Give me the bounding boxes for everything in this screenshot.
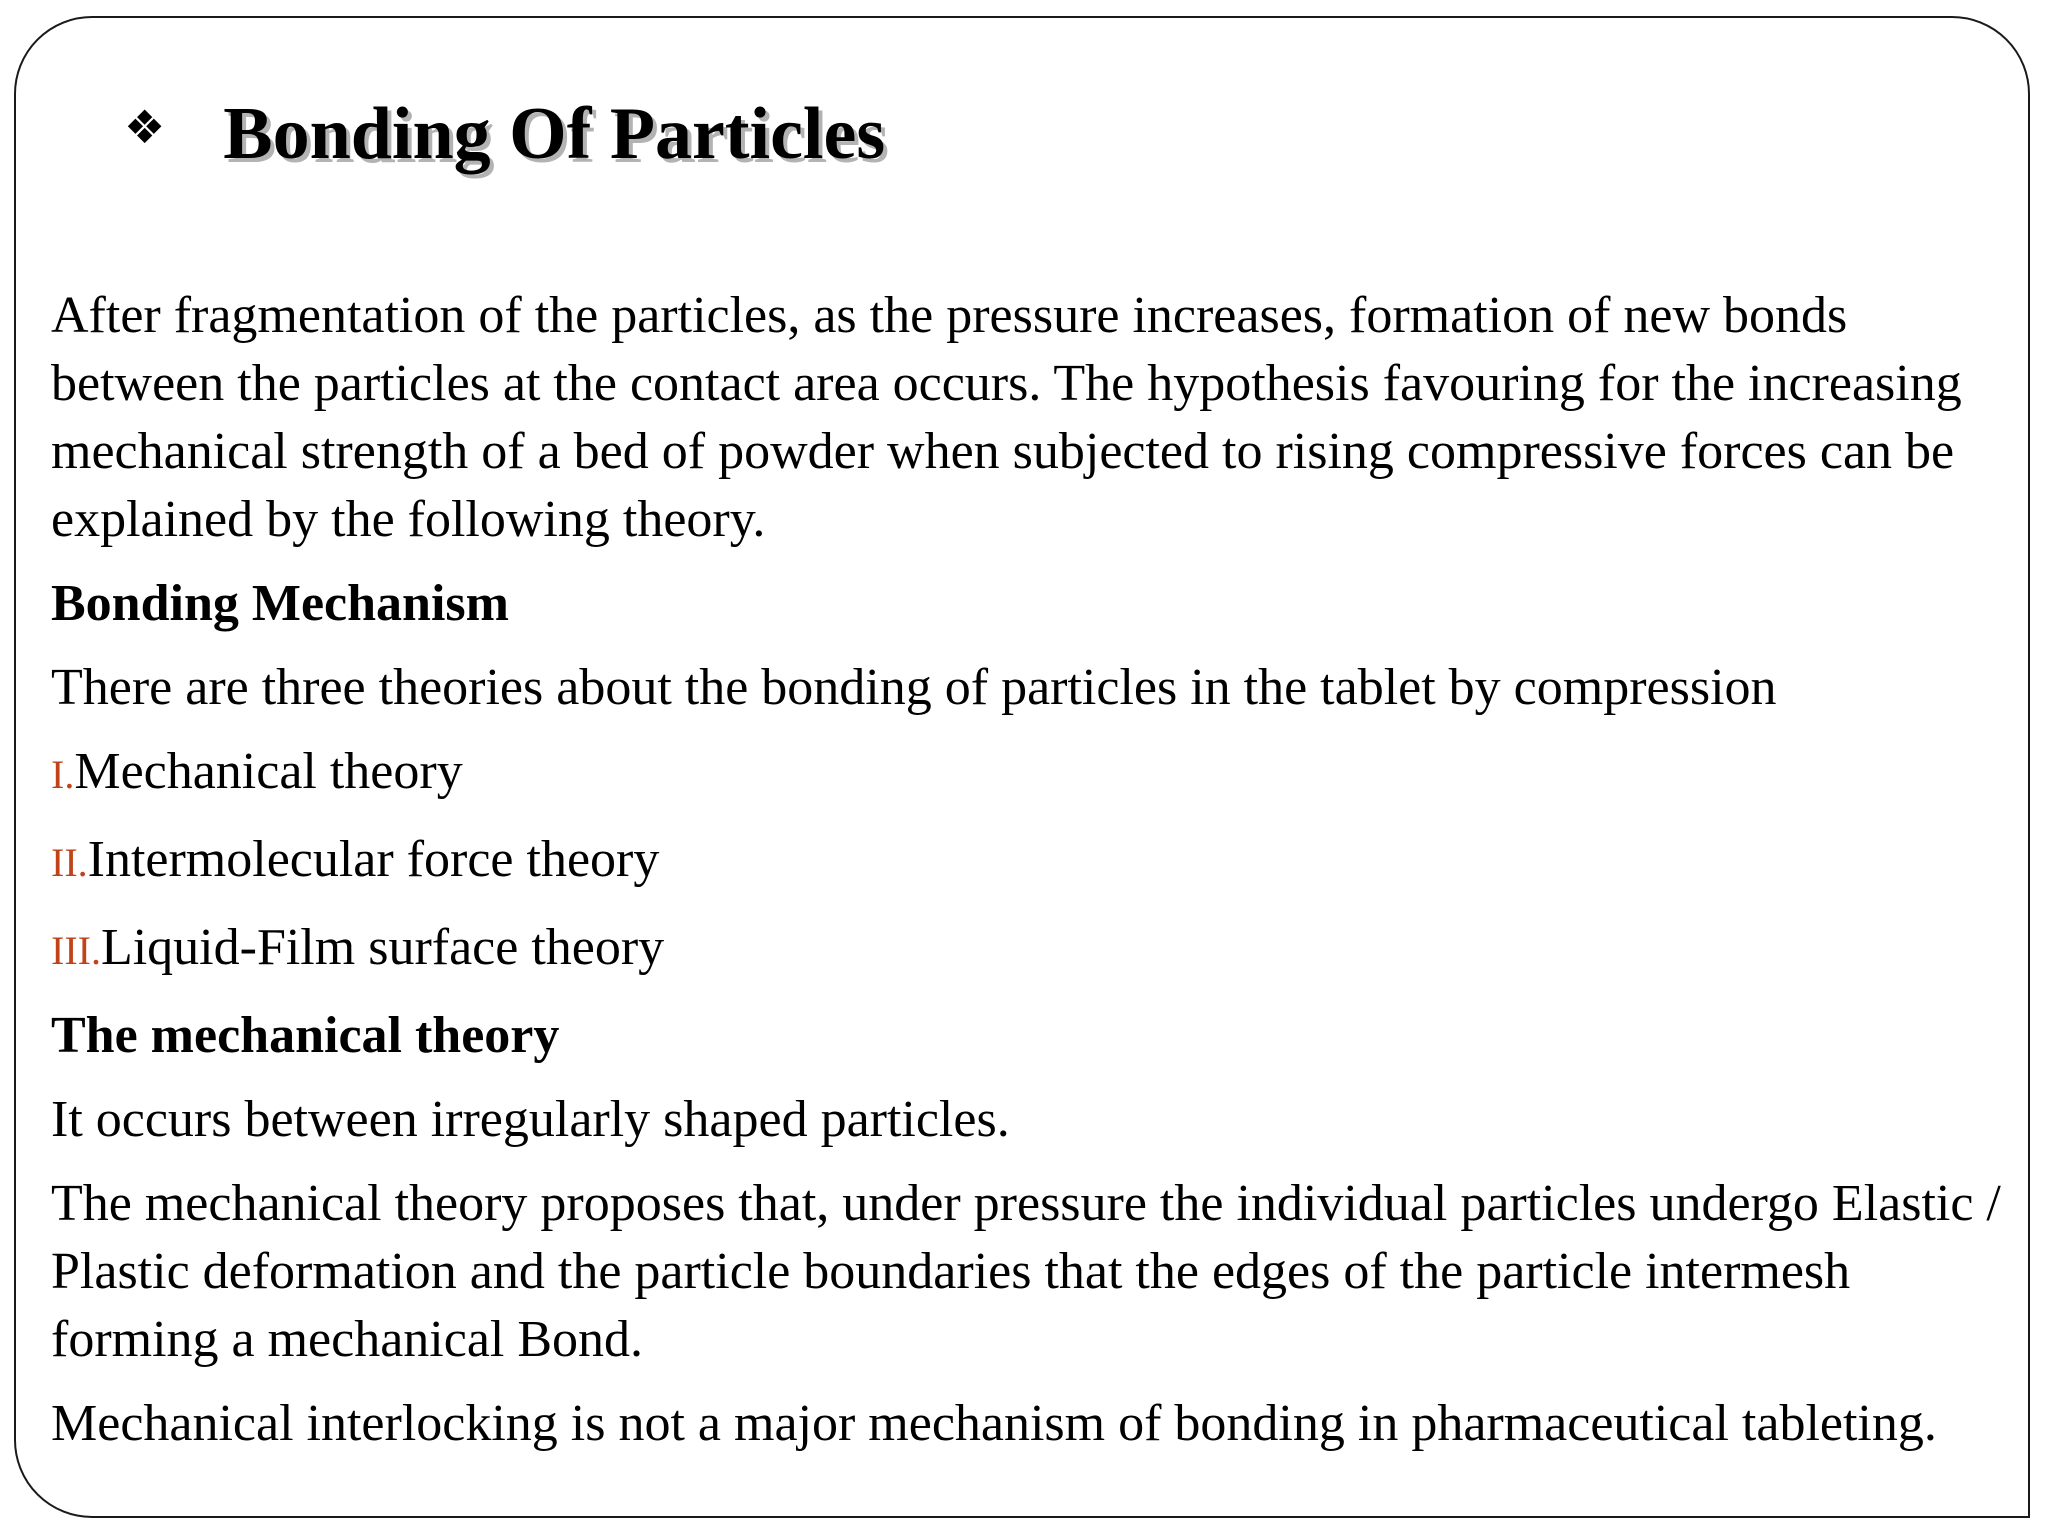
roman-numeral: I. — [51, 752, 75, 797]
roman-numeral: II. — [51, 840, 88, 885]
theories-intro: There are three theories about the bonding of particles in the tablet by compression — [51, 659, 1777, 716]
mechanical-line-3: Mechanical interlocking is not a major mechanism of bonding in pharmaceutical tableting. — [51, 1395, 1937, 1452]
theory-item — [51, 738, 2011, 809]
theory-item — [51, 914, 2011, 985]
slide-title: Bonding Of Particles — [223, 93, 886, 175]
slide-body — [51, 282, 2011, 1474]
theory-label: Liquid-Film surface theory — [100, 919, 665, 976]
mechanical-line-2: The mechanical theory proposes that, under pressure the individual particles undergo Elastic / Plastic deformation and the particle boundaries that the edges of the particle intermesh forming a mechanical Bond. — [51, 1175, 2001, 1368]
mechanical-theory-heading: The mechanical theory — [51, 1007, 560, 1064]
mechanical-line-1: It occurs between irregularly shaped particles. — [51, 1091, 1010, 1148]
title-row — [124, 84, 885, 184]
diamond-bullet-icon: ❖ — [124, 100, 166, 154]
bonding-mechanism-heading: Bonding Mechanism — [51, 575, 509, 632]
roman-numeral: III. — [51, 928, 101, 973]
theory-item — [51, 826, 2011, 897]
theory-label: Intermolecular force theory — [87, 831, 660, 888]
theory-label: Mechanical theory — [74, 743, 463, 800]
intro-paragraph: After fragmentation of the particles, as the pressure increases, formation of new bonds between the particles at the contact area occurs. The hypothesis favouring for the increasing mechanical strength of a bed of powder when subjected to rising compressive forces can be explained by the following theory. — [51, 287, 1962, 548]
